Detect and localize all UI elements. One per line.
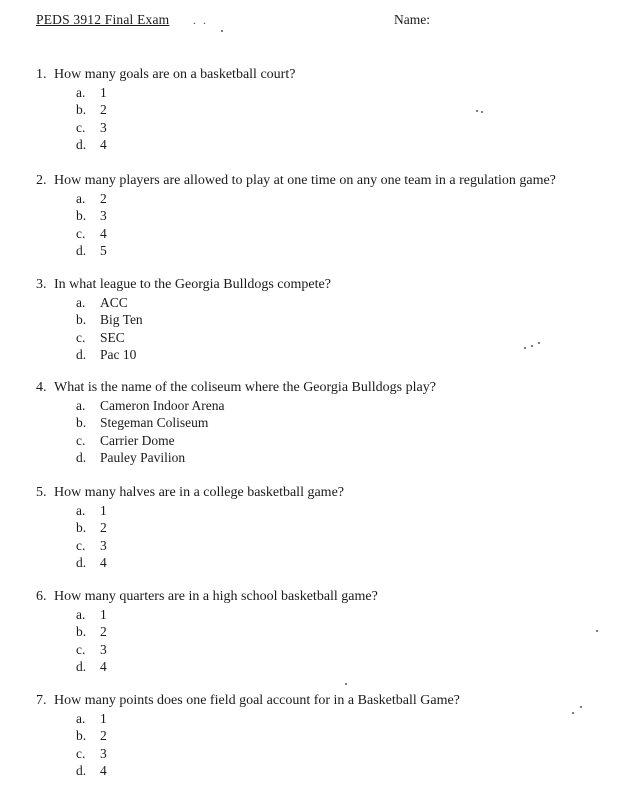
option-text: 4 [100, 659, 107, 675]
option-a [76, 294, 606, 311]
option-text: 2 [100, 520, 107, 536]
option-letter: b. [76, 208, 87, 224]
scan-speck [481, 111, 483, 113]
question-prompt: How many halves are in a college basketball game? [54, 485, 344, 500]
scan-speck [476, 110, 478, 112]
option-list [76, 84, 606, 154]
option-text: Carrier Dome [100, 432, 175, 448]
option-list [76, 502, 606, 572]
option-d [76, 136, 606, 153]
option-letter: a. [76, 191, 86, 206]
option-letter: b. [76, 102, 87, 118]
question-text [36, 588, 606, 605]
option-text: 4 [100, 137, 107, 153]
question-6 [36, 588, 606, 676]
option-text: Cameron Indoor Arena [100, 398, 225, 413]
option-c [76, 329, 606, 346]
question-2 [36, 172, 606, 260]
option-list [76, 294, 606, 364]
option-b [76, 311, 606, 328]
option-letter: c. [76, 745, 86, 761]
option-text: 2 [100, 728, 107, 744]
course-title: PEDS 3912 Final Exam [36, 12, 170, 27]
option-list [76, 397, 606, 467]
option-letter: b. [76, 415, 87, 431]
option-list [76, 710, 606, 780]
question-number: 4. [36, 380, 47, 395]
option-text: 4 [100, 763, 107, 779]
question-text [36, 484, 606, 501]
scan-speck [221, 30, 223, 32]
scan-speck [596, 630, 598, 632]
option-text: Big Ten [100, 312, 143, 328]
option-text: 1 [100, 85, 107, 100]
option-a [76, 84, 606, 101]
header-dots: . . [193, 13, 208, 27]
question-4 [36, 379, 606, 467]
question-text [36, 379, 606, 396]
question-prompt: What is the name of the coliseum where the Georgia Bulldogs play? [54, 380, 436, 395]
question-prompt: How many quarters are in a high school basketball game? [54, 589, 378, 604]
scan-speck [572, 712, 574, 714]
option-text: Pac 10 [100, 347, 137, 363]
option-a [76, 710, 606, 727]
option-b [76, 207, 606, 224]
question-number: 3. [36, 277, 47, 292]
option-letter: d. [76, 347, 87, 363]
option-text: 2 [100, 191, 107, 206]
option-letter: b. [76, 624, 87, 640]
option-letter: a. [76, 295, 86, 310]
option-letter: b. [76, 728, 87, 744]
option-list [76, 606, 606, 676]
question-prompt: How many players are allowed to play at one time on any one team in a regulation game? [54, 173, 556, 188]
option-letter: d. [76, 137, 87, 153]
option-letter: c. [76, 119, 86, 135]
scan-speck [524, 347, 526, 349]
option-text: Pauley Pavilion [100, 450, 186, 466]
option-letter: a. [76, 711, 86, 726]
question-number: 6. [36, 589, 47, 604]
option-text: 3 [100, 745, 107, 761]
option-text: 1 [100, 711, 107, 726]
option-letter: d. [76, 763, 87, 779]
option-b [76, 623, 606, 640]
option-letter: d. [76, 243, 87, 259]
option-text: 5 [100, 243, 107, 259]
question-prompt: How many goals are on a basketball court? [54, 67, 296, 82]
option-b [76, 727, 606, 744]
option-b [76, 101, 606, 118]
exam-header [36, 12, 596, 32]
option-letter: c. [76, 537, 86, 553]
option-d [76, 346, 606, 363]
option-text: 3 [100, 537, 107, 553]
option-b [76, 414, 606, 431]
option-letter: c. [76, 225, 86, 241]
question-number: 1. [36, 67, 47, 82]
option-text: 4 [100, 555, 107, 571]
option-c [76, 641, 606, 658]
question-number: 2. [36, 173, 47, 188]
question-7 [36, 692, 606, 780]
option-text: 3 [100, 208, 107, 224]
scan-speck [538, 342, 540, 344]
option-text: 1 [100, 607, 107, 622]
option-text: 4 [100, 225, 107, 241]
option-list [76, 190, 606, 260]
option-text: ACC [100, 295, 128, 310]
name-label: Name: [394, 12, 430, 27]
option-letter: b. [76, 312, 87, 328]
option-a [76, 606, 606, 623]
option-d [76, 762, 606, 779]
question-prompt: How many points does one field goal account for in a Basketball Game? [54, 693, 460, 708]
scan-speck [580, 706, 582, 708]
question-text [36, 66, 606, 83]
option-c [76, 537, 606, 554]
option-text: 3 [100, 119, 107, 135]
option-letter: b. [76, 520, 87, 536]
option-letter: d. [76, 659, 87, 675]
question-text [36, 692, 606, 709]
option-d [76, 242, 606, 259]
option-d [76, 658, 606, 675]
question-3 [36, 276, 606, 364]
option-text: 3 [100, 641, 107, 657]
option-letter: a. [76, 607, 86, 622]
scan-speck [345, 683, 347, 685]
option-a [76, 502, 606, 519]
option-d [76, 449, 606, 466]
option-c [76, 119, 606, 136]
option-a [76, 190, 606, 207]
option-text: 2 [100, 102, 107, 118]
option-b [76, 519, 606, 536]
question-text [36, 276, 606, 293]
option-text: Stegeman Coliseum [100, 415, 209, 431]
option-c [76, 745, 606, 762]
option-letter: a. [76, 503, 86, 518]
option-letter: d. [76, 555, 87, 571]
option-a [76, 397, 606, 414]
option-c [76, 432, 606, 449]
option-letter: a. [76, 398, 86, 413]
scan-speck [531, 345, 533, 347]
option-letter: c. [76, 329, 86, 345]
option-text: 2 [100, 624, 107, 640]
option-d [76, 554, 606, 571]
option-c [76, 225, 606, 242]
option-text: 1 [100, 503, 107, 518]
option-letter: c. [76, 641, 86, 657]
option-text: SEC [100, 329, 125, 345]
question-5 [36, 484, 606, 572]
question-text [36, 172, 606, 189]
option-letter: a. [76, 85, 86, 100]
question-number: 7. [36, 693, 47, 708]
question-1 [36, 66, 606, 154]
option-letter: c. [76, 432, 86, 448]
question-number: 5. [36, 485, 47, 500]
option-letter: d. [76, 450, 87, 466]
question-prompt: In what league to the Georgia Bulldogs compete? [54, 277, 331, 292]
